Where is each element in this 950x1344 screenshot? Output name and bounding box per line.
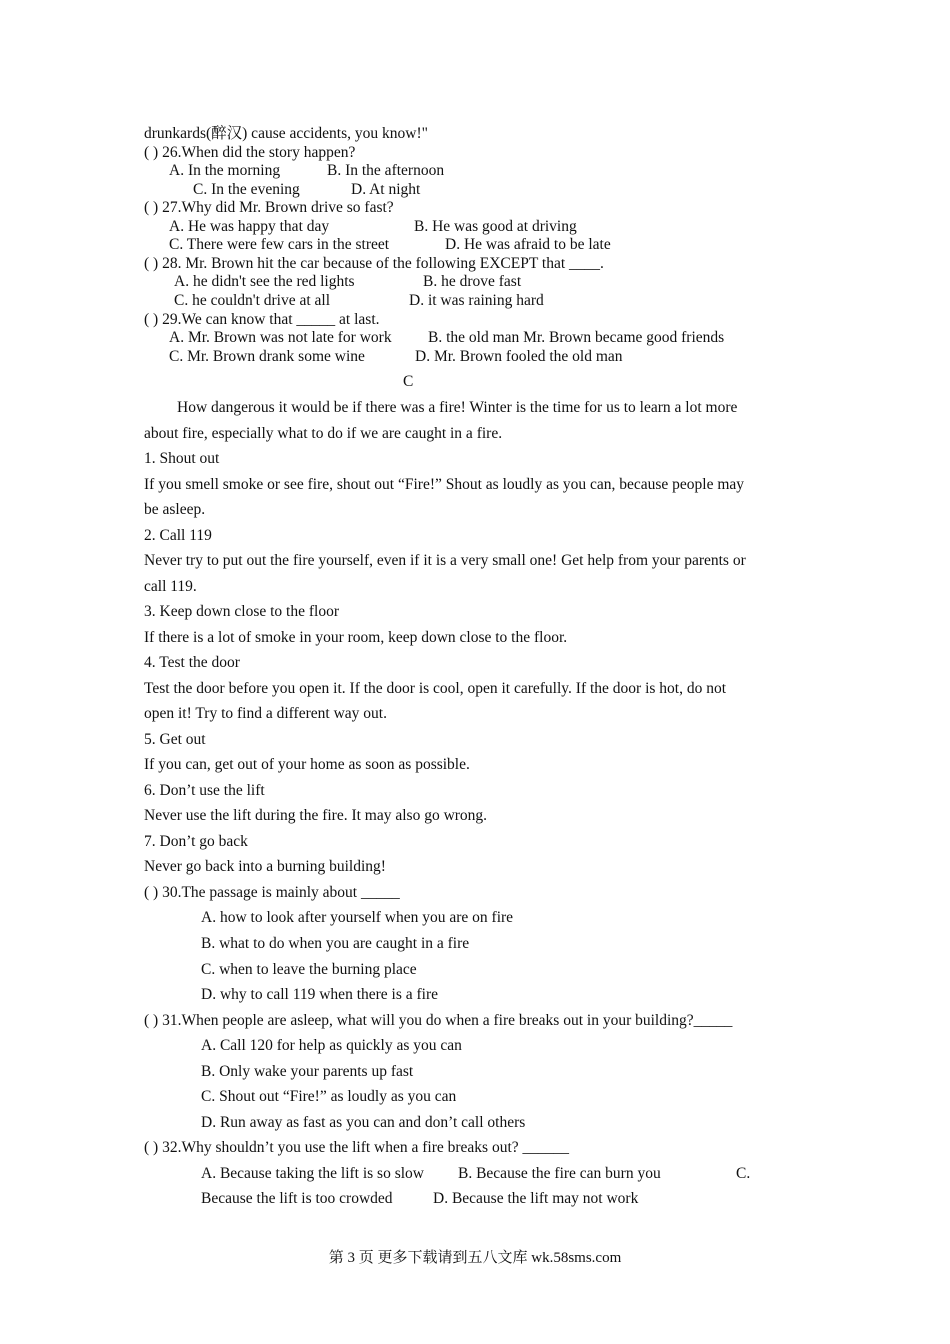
tip-title: 7. Don’t go back [144, 833, 248, 850]
tip-body: open it! Try to find a different way out. [144, 705, 387, 722]
q26-stem: ( ) 26.When did the story happen? [144, 144, 356, 161]
tip-title: 3. Keep down close to the floor [144, 603, 339, 620]
q26-option-b: B. In the afternoon [327, 162, 445, 179]
q30-option-b: B. what to do when you are caught in a fire [201, 935, 470, 952]
q27-option-d: D. He was afraid to be late [445, 236, 611, 253]
q30-option-d: D. why to call 119 when there is a fire [201, 986, 439, 1003]
q29-option-a: A. Mr. Brown was not late for work [169, 329, 392, 346]
q26-option-c: C. In the evening [193, 181, 300, 198]
tip-body: If you can, get out of your home as soon as possible. [144, 756, 470, 773]
q28-stem: ( ) 28. Mr. Brown hit the car because of the following EXCEPT that ____. [144, 255, 604, 272]
q31-option-b: B. Only wake your parents up fast [201, 1063, 414, 1080]
q32-option-d: D. Because the lift may not work [433, 1190, 639, 1207]
q32-stem: ( ) 32.Why shouldn’t you use the lift when a fire breaks out? ______ [144, 1139, 570, 1156]
q29-option-c: C. Mr. Brown drank some wine [169, 348, 365, 365]
section-c-heading: C [403, 373, 414, 390]
q27-option-c: C. There were few cars in the street [169, 236, 390, 253]
q31-option-a: A. Call 120 for help as quickly as you can [201, 1037, 462, 1054]
q29-option-b: B. the old man Mr. Brown became good friends [428, 329, 725, 346]
q27-stem: ( ) 27.Why did Mr. Brown drive so fast? [144, 199, 394, 216]
q29-option-d: D. Mr. Brown fooled the old man [415, 348, 623, 365]
passage-c-intro-line2: about fire, especially what to do if we are caught in a fire. [144, 425, 503, 442]
tip-body: be asleep. [144, 501, 206, 518]
tip-body: Test the door before you open it. If the door is cool, open it carefully. If the door is hot, do not [144, 680, 727, 697]
q31-option-d: D. Run away as fast as you can and don’t call others [201, 1114, 526, 1131]
q31-option-c: C. Shout out “Fire!” as loudly as you can [201, 1088, 457, 1105]
q30-option-c: C. when to leave the burning place [201, 961, 417, 978]
tip-body: Never use the lift during the fire. It may also go wrong. [144, 807, 488, 824]
q32-option-c-label: C. [736, 1165, 751, 1182]
passage-c-intro-line1: How dangerous it would be if there was a fire! Winter is the time for us to learn a lot more [177, 399, 738, 416]
page-footer: 第 3 页 更多下载请到五八文库 wk.58sms.com [328, 1250, 622, 1266]
q27-option-a: A. He was happy that day [169, 218, 330, 235]
q30-stem: ( ) 30.The passage is mainly about _____ [144, 884, 400, 901]
q28-option-c: C. he couldn't drive at all [174, 292, 331, 309]
tip-body: If you smell smoke or see fire, shout out “Fire!” Shout as loudly as you can, because people may [144, 476, 745, 493]
q26-option-a: A. In the morning [169, 162, 281, 179]
q27-option-b: B. He was good at driving [414, 218, 577, 235]
q28-option-d: D. it was raining hard [409, 292, 544, 309]
tip-title: 4. Test the door [144, 654, 240, 671]
q28-option-b: B. he drove fast [423, 273, 522, 290]
q32-option-c: Because the lift is too crowded [201, 1190, 393, 1207]
q32-option-a: A. Because taking the lift is so slow [201, 1165, 424, 1182]
q30-option-a: A. how to look after yourself when you are on fire [201, 909, 514, 926]
tip-title: 5. Get out [144, 731, 206, 748]
q28-option-a: A. he didn't see the red lights [174, 273, 355, 290]
tip-title: 6. Don’t use the lift [144, 782, 265, 799]
tip-title: 1. Shout out [144, 450, 220, 467]
q31-stem: ( ) 31.When people are asleep, what will you do when a fire breaks out in your building?_____ [144, 1012, 733, 1029]
q29-stem: ( ) 29.We can know that _____ at last. [144, 311, 380, 328]
tip-title: 2. Call 119 [144, 527, 212, 544]
passage-b-tail: drunkards(醉汉) cause accidents, you know!" [144, 125, 428, 142]
tip-body: Never try to put out the fire yourself, even if it is a very small one! Get help from your parents or [144, 552, 746, 569]
q32-option-b: B. Because the fire can burn you [458, 1165, 661, 1182]
tip-body: call 119. [144, 578, 197, 595]
q26-option-d: D. At night [351, 181, 421, 198]
tip-body: Never go back into a burning building! [144, 858, 386, 875]
tip-body: If there is a lot of smoke in your room, keep down close to the floor. [144, 629, 568, 646]
